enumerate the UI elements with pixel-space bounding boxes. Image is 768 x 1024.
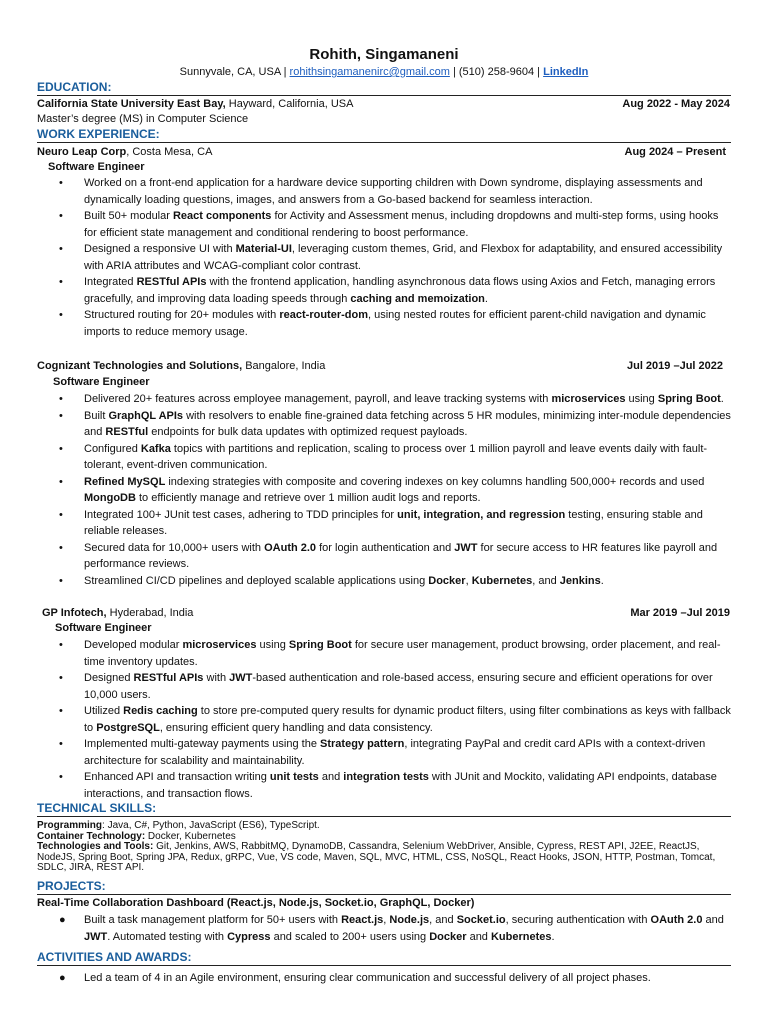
company-name: Neuro Leap Corp <box>37 146 127 158</box>
bullet-icon: ● <box>59 972 66 984</box>
skills-container: Container Technology: Docker, Kubernetes <box>37 830 236 842</box>
degree: Master’s degree (MS) in Computer Science <box>37 113 249 125</box>
skills-tools: Technologies and Tools: Git, Jenkins, AWS, RabbitMQ, DynamoDB, Cassandra, Selenium WebDriver, Ansible, Cypress, REST API, J2EE, ReactJS, NodeJS, Spring Boot, Spring JPA, Redux, gRPC, Vue, VS code, Maven, SQL, MVC, HTML, CSS, NoSQL, React Hooks, JSON, HTTP, Postman, Tomcat, SDLC, JIRA, REST API. <box>37 841 716 874</box>
bullet-icon: • <box>59 574 63 587</box>
phone: (510) 258-9604 <box>458 66 535 78</box>
job-bullets <box>59 391 734 589</box>
list-item <box>59 408 734 441</box>
bullet-icon: • <box>59 672 63 684</box>
list-item <box>59 670 734 703</box>
bullet-icon: • <box>59 276 63 288</box>
bullet-text: Secured data for 10,000+ users with OAuth 2.0 for login authentication and JWT for secure access to HR features like payroll and performance reviews. <box>84 541 718 570</box>
bullet-text: Integrated RESTful APIs with the frontend application, handling asynchronous data flows using Axios and Fetch, managing errors gracefully, and improving data loading speeds through caching and memoization. <box>84 276 716 305</box>
bullet-icon: • <box>59 771 63 783</box>
bullet-icon: • <box>59 442 63 455</box>
school-name: California State University East Bay, <box>37 98 226 110</box>
separator: | <box>283 66 287 78</box>
bullet-icon: • <box>59 210 63 222</box>
job-dates: Mar 2019 –Jul 2019 <box>630 607 730 619</box>
bullet-text: Designed RESTful APIs with JWT-based authentication and role-based access, ensuring secure and efficient operations for over 10,000 users. <box>84 672 713 701</box>
list-item <box>59 208 734 241</box>
job-bullets <box>59 175 734 340</box>
bullet-icon: • <box>59 705 63 717</box>
list-item <box>59 912 734 945</box>
company-name: GP Infotech, <box>42 607 107 619</box>
job-header <box>37 145 212 160</box>
bullet-text: Integrated 100+ JUnit test cases, adhering to TDD principles for unit, integration, and regression testing, ensuring stable and reliable releases. <box>84 508 703 537</box>
list-item <box>59 241 734 274</box>
bullet-text: Structured routing for 20+ modules with react-router-dom, using nested routes for efficient parent-child navigation and dynamic imports to reduce memory usage. <box>84 309 706 338</box>
school-place: Hayward, California, USA <box>225 98 354 110</box>
bullet-text: Built 50+ modular React components for Activity and Assessment menus, including dropdowns and multi-step forms, using hooks for efficient state management and conditional rendering to boost performance. <box>84 210 719 239</box>
company-place: Hyderabad, India <box>106 607 194 619</box>
job-header <box>37 359 325 374</box>
bullet-icon: • <box>59 309 63 321</box>
contact-line <box>0 66 768 78</box>
list-item <box>59 637 734 670</box>
project-bullets <box>59 912 734 945</box>
company-name: Cognizant Technologies and Solutions, <box>37 360 243 372</box>
education-heading: EDUCATION: <box>37 80 731 96</box>
job-dates: Jul 2019 –Jul 2022 <box>626 360 723 372</box>
bullet-text: Streamlined CI/CD pipelines and deployed scalable applications using Docker, Kubernetes, and Jenkins. <box>84 574 604 587</box>
skills-block <box>37 821 732 874</box>
bullet-text: Developed modular microservices using Spring Boot for secure user management, product browsing, order placement, and real-time inventory updates. <box>84 639 721 668</box>
bullet-icon: ● <box>59 914 66 926</box>
list-item <box>59 441 734 474</box>
bullet-text: Implemented multi-gateway payments using the Strategy pattern, integrating PayPal and credit card APIs with a context-driven architecture for scalability and maintainability. <box>84 738 706 767</box>
bullet-text: Built GraphQL APIs with resolvers to enable fine-grained data fetching across 5 HR modules, minimizing inter-module dependencies and RESTful endpoints for bulk data updates with optimized request payloads. <box>84 409 731 438</box>
list-item <box>59 769 734 802</box>
job-bullets <box>59 637 734 802</box>
separator: | <box>537 66 541 78</box>
list-item <box>59 175 734 208</box>
separator: | <box>452 66 456 78</box>
email-link[interactable]: rohithsingamanenirc@gmail.com <box>289 66 450 78</box>
bullet-text: Worked on a front-end application for a hardware device supporting children with Down syndrome, displaying assessments and dynamically loading questions, images, and answers from a Go-based backend for seamless interaction. <box>84 177 703 206</box>
bullet-icon: • <box>59 475 63 488</box>
list-item <box>59 507 734 540</box>
skills-programming: Programming: Java, C#, Python, JavaScript (ES6), TypeScript. <box>37 820 320 831</box>
list-item <box>59 474 734 507</box>
list-item <box>59 540 734 573</box>
bullet-text: Built a task management platform for 50+ users with React.js, Node.js, and Socket.io, securing authentication with OAuth 2.0 and JWT. Automated testing with Cypress and scaled to 200+ users using Docker and Kubernetes. <box>84 914 724 943</box>
list-item <box>59 274 734 307</box>
bullet-icon: • <box>59 639 63 651</box>
job-header <box>42 606 193 621</box>
bullet-text: Utilized Redis caching to store pre-computed query results for dynamic product filters, using filter combinations as keys with fallback to PostgreSQL, ensuring efficient query handling and data consistency. <box>84 705 731 734</box>
education-dates: Aug 2022 - May 2024 <box>622 98 730 110</box>
bullet-text: Configured Kafka topics with partitions and replication, scaling to process over 1 million payroll and leave events daily with fault-tolerant, event-driven communication. <box>84 442 708 471</box>
location: Sunnyvale, CA, USA <box>179 66 281 78</box>
activities-bullets <box>59 970 734 987</box>
activity-text: Led a team of 4 in an Agile environment, ensuring clear communication and successful delivery of all project phases. <box>84 972 651 984</box>
list-item <box>59 391 734 408</box>
list-item <box>59 736 734 769</box>
list-item <box>59 970 734 987</box>
bullet-icon: • <box>59 177 63 189</box>
work-heading: WORK EXPERIENCE: <box>37 127 731 143</box>
company-place: , Costa Mesa, CA <box>126 146 213 158</box>
bullet-icon: • <box>59 243 63 255</box>
job-dates: Aug 2024 – Present <box>624 146 726 158</box>
job-role: Software Engineer <box>53 376 150 388</box>
projects-heading: PROJECTS: <box>37 879 731 895</box>
list-item <box>59 703 734 736</box>
activities-heading: ACTIVITIES AND AWARDS: <box>37 950 731 966</box>
bullet-icon: • <box>59 541 63 554</box>
bullet-text: Refined MySQL indexing strategies with composite and covering indexes on key columns handling 500,000+ records and used MongoDB to efficiently manage and retrieve over 1 million audit logs and reports. <box>84 475 705 504</box>
job-role: Software Engineer <box>55 622 152 634</box>
bullet-icon: • <box>59 409 63 422</box>
project-title: Real-Time Collaboration Dashboard (React.js, Node.js, Socket.io, GraphQL, Docker) <box>37 897 475 909</box>
bullet-icon: • <box>59 738 63 750</box>
school-line <box>37 97 353 112</box>
linkedin-link[interactable]: LinkedIn <box>543 66 589 78</box>
bullet-text: Delivered 20+ features across employee management, payroll, and leave tracking systems with microservices using Spring Boot. <box>84 393 724 405</box>
bullet-text: Designed a responsive UI with Material-UI, leveraging custom themes, Grid, and Flexbox for adaptability, and ensured accessibility with ARIA attributes and WCAG-compliant color contrast. <box>84 243 723 272</box>
bullet-icon: • <box>59 508 63 521</box>
job-role: Software Engineer <box>48 161 145 173</box>
bullet-icon: • <box>59 393 63 405</box>
list-item <box>59 307 734 340</box>
company-place: Bangalore, India <box>242 360 326 372</box>
list-item <box>59 573 734 590</box>
skills-heading: TECHNICAL SKILLS: <box>37 801 731 817</box>
candidate-name: Rohith, Singamaneni <box>309 46 459 63</box>
bullet-text: Enhanced API and transaction writing unit tests and integration tests with JUnit and Mockito, validating API endpoints, database interactions, and transaction flows. <box>84 771 717 800</box>
